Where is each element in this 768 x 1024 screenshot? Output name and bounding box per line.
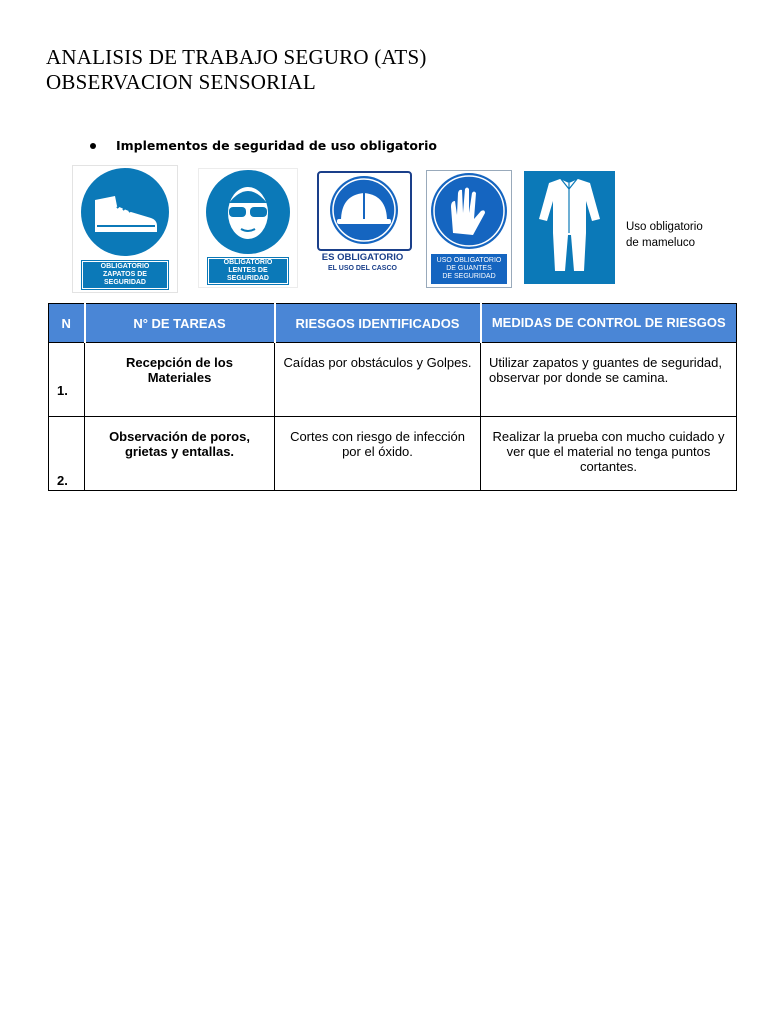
sign-coverall — [524, 171, 615, 284]
caption-line: LENTES DE — [228, 267, 268, 274]
control-cell: Utilizar zapatos y guantes de seguridad, observar por donde se camina. — [481, 343, 737, 417]
row-number-cell — [49, 343, 85, 417]
title-line-2: OBSERVACION SENSORIAL — [46, 70, 316, 94]
row-number: 1. — [57, 383, 68, 398]
sign-safety-glasses — [198, 168, 298, 288]
caption-line: SEGURIDAD — [226, 275, 269, 282]
bullet-text: Implementos de seguridad de uso obligatorio — [116, 138, 437, 153]
row-number: 2. — [57, 473, 68, 488]
table-header-row — [49, 304, 737, 343]
coverall-icon — [524, 171, 615, 284]
table-row — [49, 417, 737, 491]
table-row — [49, 343, 737, 417]
row-number-cell — [49, 417, 85, 491]
caption-line: ES OBLIGATORIO — [321, 252, 404, 263]
sign-hard-hat — [317, 171, 412, 251]
caption-line: ZAPATOS DE — [103, 271, 147, 278]
bullet-item — [90, 138, 437, 153]
ats-table — [48, 303, 737, 491]
task-cell: Recepción de los Materiales — [85, 343, 275, 417]
sign-safety-gloves — [426, 170, 512, 288]
sign-safety-shoes — [72, 165, 178, 293]
header-tasks: N° DE TAREAS — [85, 304, 275, 343]
coverall-note: Uso obligatorio de mameluco — [626, 221, 703, 249]
sign-caption — [317, 251, 408, 281]
task-cell: Observación de poros, grietas y entallas. — [85, 417, 275, 491]
document-title — [46, 45, 427, 95]
header-controls: MEDIDAS DE CONTROL DE RIESGOS — [481, 304, 737, 343]
caption-line: DE SEGURIDAD — [442, 273, 496, 280]
sign-caption — [82, 261, 168, 289]
caption-line: EL USO DEL CASCO — [328, 265, 397, 272]
sign-caption — [208, 258, 288, 284]
header-n: N — [49, 304, 85, 343]
caption-line: SEGURIDAD — [103, 279, 146, 286]
caption-line: OBLIGATORIO — [223, 259, 273, 266]
control-cell: Realizar la prueba con mucho cuidado y ver que el material no tenga puntos cortantes. — [481, 417, 737, 491]
title-line-1: ANALISIS DE TRABAJO SEGURO (ATS) — [46, 45, 427, 69]
header-risks: RIESGOS IDENTIFICADOS — [275, 304, 481, 343]
risk-cell: Cortes con riesgo de infección por el óxido. — [275, 417, 481, 491]
caption-line: USO OBLIGATORIO — [436, 257, 502, 264]
hard-hat-icon — [319, 173, 410, 249]
risk-cell: Caídas por obstáculos y Golpes. — [275, 343, 481, 417]
sign-caption — [430, 253, 508, 285]
caption-line: DE GUANTES — [446, 265, 492, 272]
caption-line: OBLIGATORIO — [100, 263, 150, 270]
bullet-dot-icon — [90, 143, 96, 149]
